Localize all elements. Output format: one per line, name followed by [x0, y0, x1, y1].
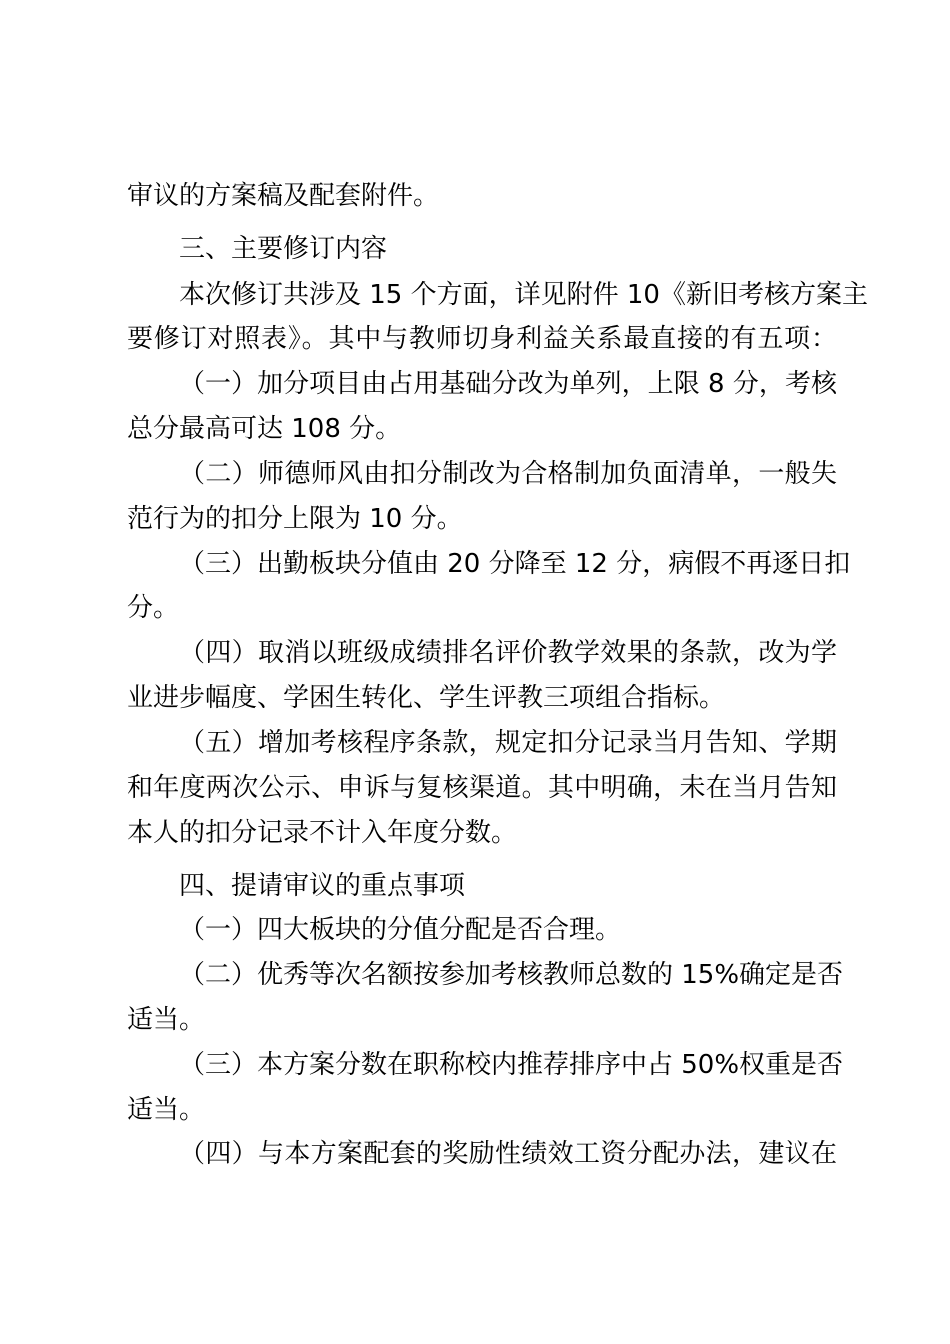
list-item-line: 和年度两次公示、申诉与复核渠道。其中明确，未在当月告知	[127, 773, 837, 803]
list-item-line: 适当。	[127, 1095, 206, 1125]
list-item-line: （三）本方案分数在职称校内推荐排序中占 50%权重是否	[179, 1050, 844, 1080]
list-item-line: （三）出勤板块分值由 20 分降至 12 分，病假不再逐日扣	[179, 549, 851, 579]
paragraph-line: 本次修订共涉及 15 个方面，详见附件 10《新旧考核方案主	[179, 280, 868, 310]
list-item-line: （一）加分项目由占用基础分改为单列，上限 8 分，考核	[179, 369, 837, 399]
list-item-line: 范行为的扣分上限为 10 分。	[127, 504, 463, 534]
list-item-line: （五）增加考核程序条款，规定扣分记录当月告知、学期	[179, 728, 837, 758]
list-item-line: （四）取消以班级成绩排名评价教学效果的条款，改为学	[179, 638, 837, 668]
paragraph-line: 要修订对照表》。其中与教师切身利益关系最直接的有五项：	[127, 324, 837, 354]
list-item-line: 总分最高可达 108 分。	[127, 414, 402, 444]
section-heading: 三、主要修订内容	[179, 234, 388, 264]
list-item-line: （二）优秀等次名额按参加考核教师总数的 15%确定是否	[179, 960, 844, 990]
section-heading: 四、提请审议的重点事项	[179, 871, 466, 901]
list-item-line: （一）四大板块的分值分配是否合理。	[179, 915, 622, 945]
list-item-line: （二）师德师风由扣分制改为合格制加负面清单，一般失	[179, 459, 837, 489]
paragraph-line: 审议的方案稿及配套附件。	[127, 181, 440, 211]
list-item-line: 适当。	[127, 1005, 206, 1035]
list-item-line: （四）与本方案配套的奖励性绩效工资分配办法，建议在	[179, 1139, 837, 1169]
list-item-line: 本人的扣分记录不计入年度分数。	[127, 818, 518, 848]
list-item-line: 业进步幅度、学困生转化、学生评教三项组合指标。	[127, 683, 726, 713]
list-item-line: 分。	[127, 593, 180, 623]
